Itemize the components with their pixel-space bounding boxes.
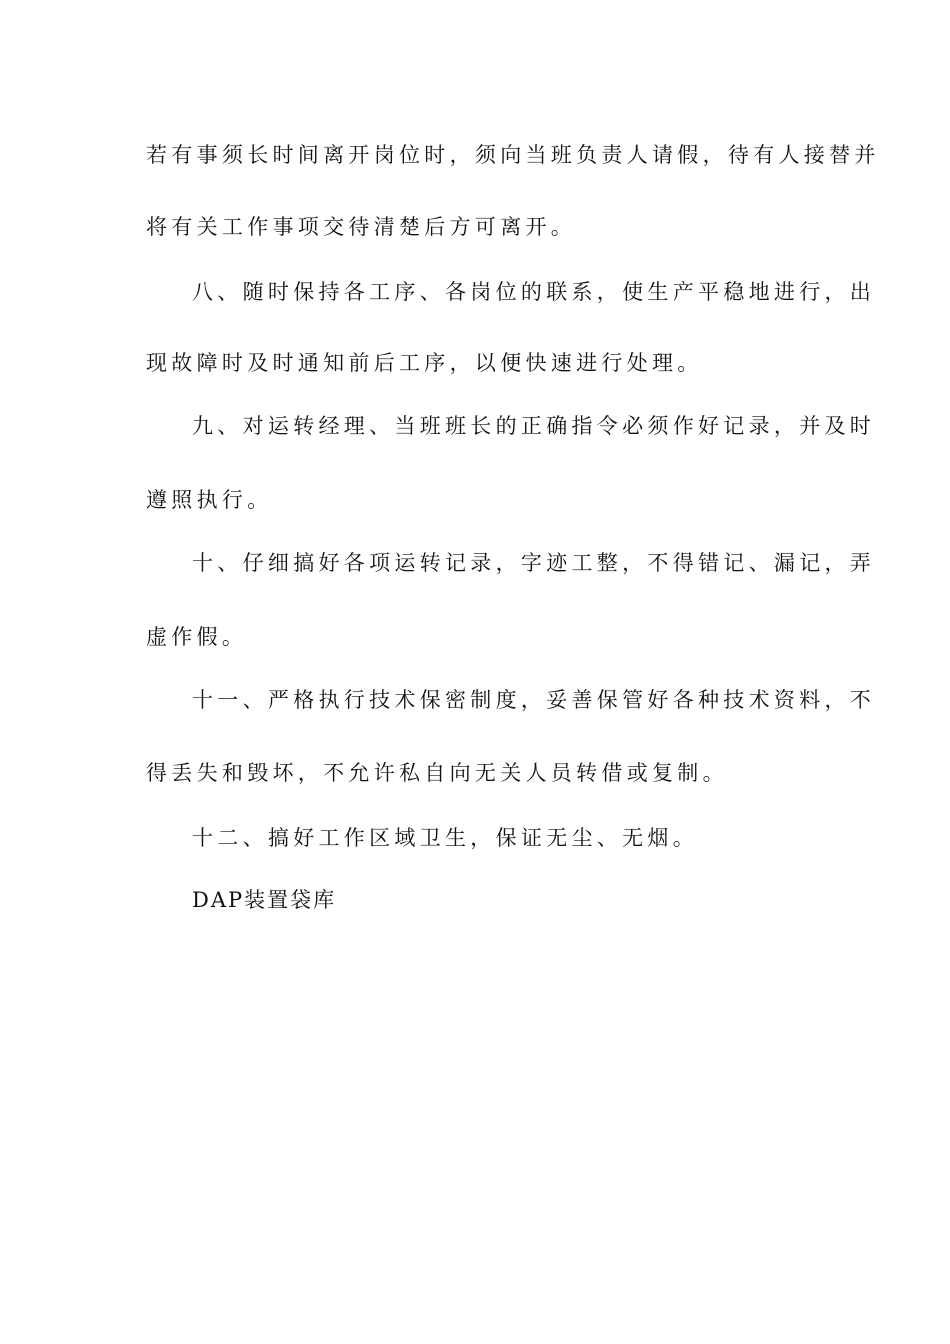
paragraph-line: 遵照执行。: [146, 488, 273, 512]
paragraph-line: 现故障时及时通知前后工序，以便快速进行处理。: [146, 351, 703, 375]
paragraph-line: 将有关工作事项交待清楚后方可离开。: [146, 215, 577, 239]
paragraph-line: 若有事须长时间离开岗位时，须向当班负责人请假，待有人接替并: [146, 143, 880, 167]
paragraph-line: 八、随时保持各工序、各岗位的联系，使生产平稳地进行，出: [192, 280, 876, 304]
paragraph-line: 十、仔细搞好各项运转记录，字迹工整，不得错记、漏记，弄: [192, 551, 876, 575]
paragraph-line: 十二、搞好工作区域卫生，保证无尘、无烟。: [192, 826, 698, 850]
paragraph-line: 九、对运转经理、当班班长的正确指令必须作好记录，并及时: [192, 414, 876, 438]
paragraph-line: 虚作假。: [146, 625, 248, 649]
paragraph-line: 得丢失和毁坏，不允许私自向无关人员转借或复制。: [146, 761, 728, 785]
paragraph-line: 十一、严格执行技术保密制度，妥善保管好各种技术资料，不: [192, 688, 876, 712]
section-label: DAP装置袋库: [192, 888, 337, 912]
